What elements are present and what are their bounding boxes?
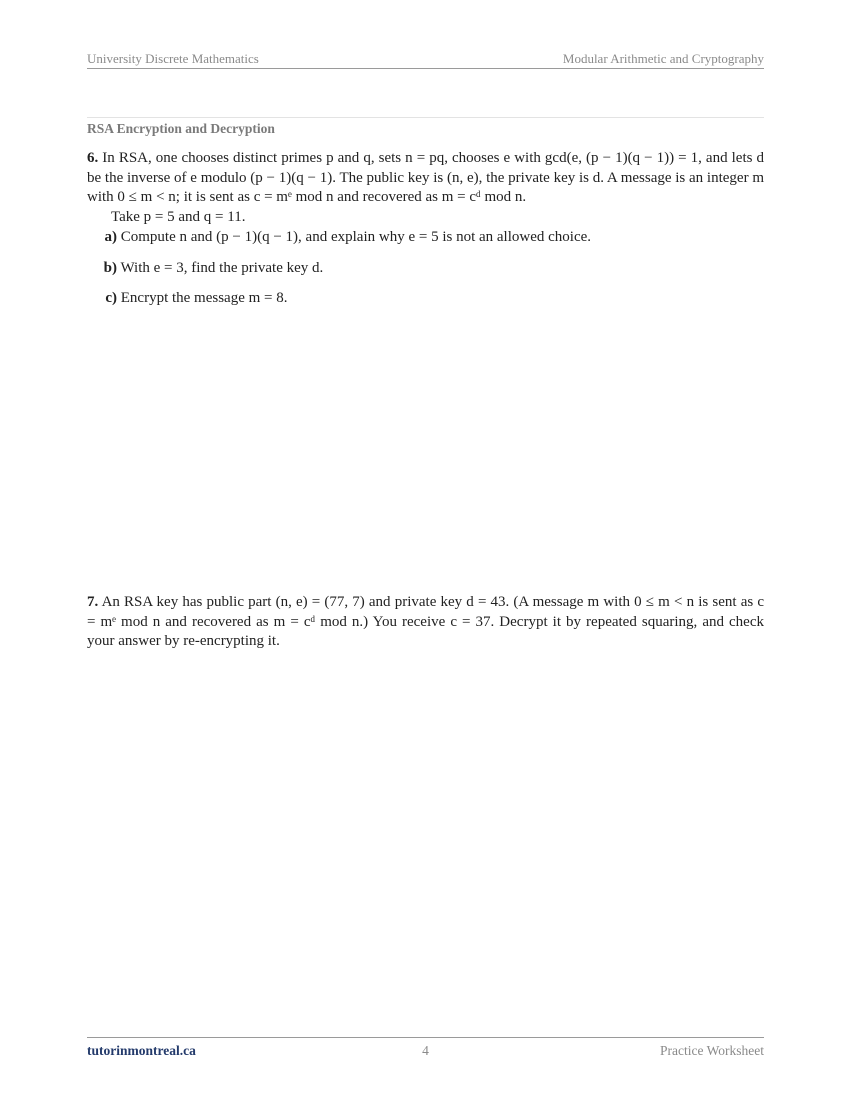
page-header xyxy=(87,50,764,69)
part-c-label: c) xyxy=(105,290,117,306)
part-b-text: With e = 3, find the private key d. xyxy=(120,260,324,276)
footer-site-link[interactable]: tutorinmontreal.ca xyxy=(87,1043,196,1058)
part-b-label: b) xyxy=(103,260,117,276)
part-a-text: Compute n and (p − 1)(q − 1), and explain why e = 5 is not an allowed choice. xyxy=(120,229,592,245)
problem-6-number: 6. xyxy=(87,150,99,166)
part-b xyxy=(87,260,323,277)
problem-7-number: 7. xyxy=(87,594,99,610)
footer-label: Practice Worksheet xyxy=(660,1043,764,1058)
course-title: University Discrete Mathematics xyxy=(87,51,259,66)
page-footer xyxy=(87,1037,764,1060)
section-divider xyxy=(87,117,764,118)
part-c-text: Encrypt the message m = 8. xyxy=(120,290,288,306)
part-a-label: a) xyxy=(104,229,117,245)
problem-7 xyxy=(87,593,764,652)
section-title: RSA Encryption and Decryption xyxy=(87,121,275,136)
problem-6-text: In RSA, one chooses distinct primes p and q, sets n = pq, chooses e with gcd(e, (p − 1)(q − 1)) = 1, and lets d be the inverse of e modulo (p − 1)(q − 1). The public key is (n, e), the private key is d. A message is an integer m with 0 ≤ m < n; it is sent as c = mᵉ mod n and recovered as m = cᵈ mod n. xyxy=(87,150,764,205)
chapter-title: Modular Arithmetic and Cryptography xyxy=(562,51,764,66)
problem-7-text: An RSA key has public part (n, e) = (77, 7) and private key d = 43. (A message m with 0 ≤ m < n is sent as c = mᵉ mod n and recovered as m = cᵈ mod n.) You receive c = 37. Decrypt it by repeated squaring, and check your answer by re-encrypting it. xyxy=(87,594,764,649)
page-number: 4 xyxy=(422,1043,429,1058)
problem-6-given: Take p = 5 and q = 11. xyxy=(111,208,246,225)
part-c xyxy=(87,290,288,307)
problem-6 xyxy=(87,149,764,227)
part-a xyxy=(87,229,591,246)
